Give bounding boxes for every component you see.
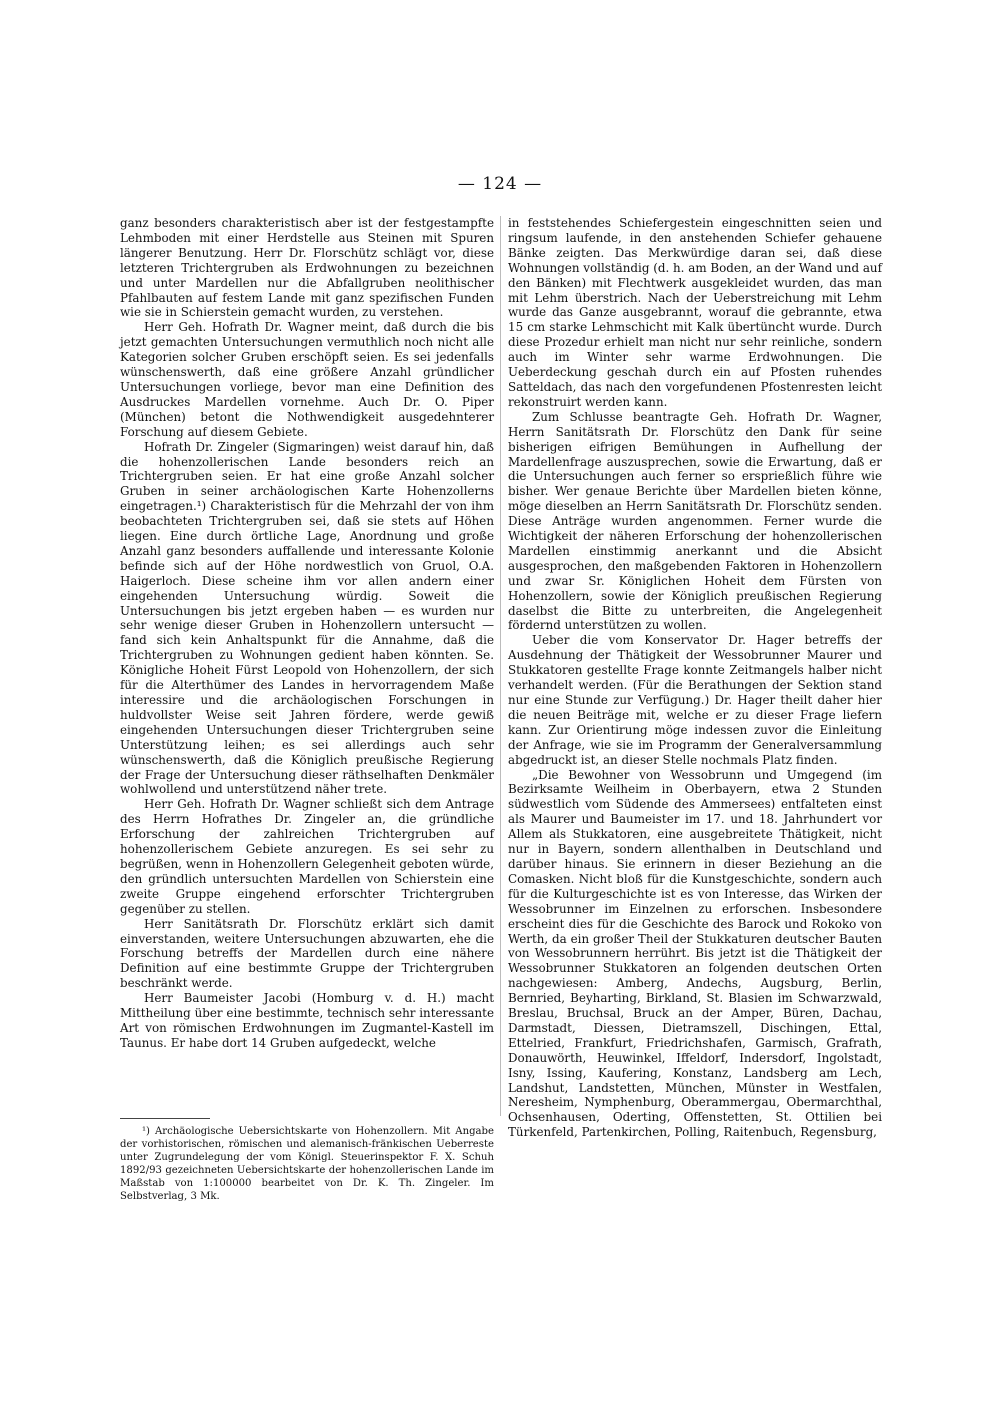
paragraph: Herr Geh. Hofrath Dr. Wagner meint, daß durch die bis jetzt gemachten Untersuchungen vermuthlich noch nicht alle Kategorien solcher Gruben erschöpft seien. Es sei jedenfalls wünschenswerth, daß eine größere Anzahl gründlicher Untersuchungen vorliege, bevor man eine Definition des Ausdruckes Mardellen vornehme. Auch Dr. O. Piper (München) betont die Nothwendigkeit ausgedehnterer Forschung auf diesem Gebiete. xyxy=(120,320,494,439)
paragraph: ganz besonders charakteristisch aber ist der festgestampfte Lehmboden mit einer Herdstelle aus Steinen mit Spuren längerer Benutzung. Herr Dr. Florschütz schlägt vor, diese letzteren Trichtergruben als Erdwohnungen zu bezeichnen und unter Mardellen nur die Abfallgruben neolithischer Pfahlbauten auf festem Lande mit ganz spezifischen Funden wie sie in Schierstein gemacht wurden, zu verstehen. xyxy=(120,216,494,320)
paragraph: „Die Bewohner von Wessobrunn und Umgegend (im Bezirksamte Weilheim in Oberbayern, etwa 2 Stunden südwestlich vom Südende des Ammersees) entfalteten einst als Maurer und Baumeister im 17. und 18. Jahrhundert vor Allem als Stukkatoren, eine ausgebreitete Thätigkeit, nicht nur in Bayern, sondern allenthalben in Deutschland und darüber hinaus. Sie erinnern in dieser Beziehung an die Comasken. Nicht bloß für die Kunstgeschichte, sondern auch für die Kulturgeschichte ist es von Interesse, das Wirken der Wessobrunner im Einzelnen zu erforschen. Insbesondere erscheint dies für die Geschichte des Barock und Rokoko von Werth, da ein großer Theil der Stukkaturen deutscher Bauten von Wessobrunnern herrührt. Bis jetzt ist die Thätigkeit der Wessobrunner Stukkatoren an folgenden deutschen Orten nachgewiesen: Amberg, Andechs, Augsburg, Berlin, Bernried, Beyharting, Birkland, St. Blasien im Schwarzwald, Breslau, Bruchsal, Bruck an der Amper, Büren, Dachau, Darmstadt, Diessen, Dietramszell, Dischingen, Ettal, Ettelried, Frankfurt, Friedrichshafen, Garmisch, Grafrath, Donauwörth, Heuwinkel, Iffeldorf, Indersdorf, Ingolstadt, Isny, Issing, Kaufering, Konstanz, Landsberg am Lech, Landshut, Landstetten, München, Münster in Westfalen, Neresheim, Nymphenburg, Oberammergau, Obermarchthal, Ochsenhausen, Oderting, Offenstetten, St. Ottilien bei Türkenfeld, Partenkirchen, Polling, Raitenbuch, Regensburg, xyxy=(508,767,882,1140)
paragraph: Zum Schlusse beantragte Geh. Hofrath Dr. Wagner, Herrn Sanitätsrath Dr. Florschütz den Dank für seine bisherigen eifrigen Bemühungen in Aufhellung der Mardellenfrage auszusprechen, sowie die Erwartung, daß er die Untersuchungen auch ferner so ersprießlich führe wie bisher. Wer genaue Berichte über Mardellen bieten könne, möge dieselben an Herrn Sanitätsrath Dr. Florschütz senden. Diese Anträge wurden angenommen. Ferner wurde die Wichtigkeit der näheren Erforschung der hohenzollerischen Mardellen einstimmig anerkannt und die Absicht ausgesprochen, den maßgebenden Faktoren in Hohenzollern und zwar Sr. Königlichen Hoheit dem Fürsten von Hohenzollern, sowie der Königlich preußischen Regierung daselbst die Bitte zu unterbreiten, die Angelegenheit fördernd unterstützen zu wollen. xyxy=(508,409,882,633)
footnote xyxy=(120,1126,494,1203)
paragraph: Hofrath Dr. Zingeler (Sigmaringen) weist darauf hin, daß die hohenzollerischen Lande besonders reich an Trichtergruben seien. Er hat eine große Anzahl solcher Gruben in seiner archäologischen Karte Hohenzollerns eingetragen.¹) Charakteristisch für die Mehrzahl der von ihm beobachteten Trichtergruben sei, daß sie stets auf Höhen liegen. Eine durch örtliche Lage, Anordnung und große Anzahl ganz besonders auffallende und interessante Kolonie befinde sich auf der Höhe nordwestlich von Gruol, O.A. Haigerloch. Diese scheine ihm vor allen andern einer eingehenden Untersuchung würdig. Soweit die Untersuchungen bis jetzt ergeben haben — es wurden nur sehr wenige dieser Gruben in Hohenzollern untersucht — fand sich kein Anhaltspunkt für die Annahme, daß die Trichtergruben zu Wohnungen gedient haben könnten. Se. Königliche Hoheit Fürst Leopold von Hohenzollern, der sich für die Alterthümer des Landes in hervorragendem Maße interessire und die archäologischen Forschungen in huldvollster Weise seit Jahren fördere, werde gewiß eingehenden Untersuchungen dieser Trichtergruben seine Unterstützung leihen; es sei allerdings auch sehr wünschenswerth, daß die Königlich preußische Regierung der Frage der Untersuchung dieser räthselhaften Denkmäler wohlwollend und unterstützend näher trete. xyxy=(120,439,494,797)
page-number: — 124 — xyxy=(457,174,543,194)
paragraph: Herr Geh. Hofrath Dr. Wagner schließt sich dem Antrage des Herrn Hofrathes Dr. Zingeler an, die gründliche Erforschung der zahlreichen Trichtergruben auf hohenzollerischem Gebiete anzuregen. Es sei sehr zu begrüßen, wenn in Hohenzollern Gelegenheit geboten würde, den gründlich untersuchten Mardellen von Schierstein eine zweite Gruppe eingehend erforschter Trichtergruben gegenüber zu stellen. xyxy=(120,797,494,916)
right-column xyxy=(508,216,882,1140)
footnote-text: ¹) Archäologische Uebersichtskarte von Hohenzollern. Mit Angabe der vorhistorischen, römischen und alemanisch-fränkischen Ueberreste unter Zugrundelegung der vom Königl. Steuerinspektor F. X. Schuh 1892/93 gezeichneten Uebersichtskarte der hohenzollerischen Lande im Maßstab von 1:100000 bearbeitet von Dr. K. Th. Zingeler. Im Selbstverlag, 3 Mk. xyxy=(120,1126,494,1202)
paragraph: in feststehendes Schiefergestein eingeschnitten seien und ringsum laufende, in den anstehenden Schiefer gehauene Bänke zeigten. Das Merkwürdige daran sei, daß diese Wohnungen vollständig (d. h. am Boden, an der Wand und auf den Bänken) mit Flechtwerk ausgekleidet wurden, das man mit Lehm überstrich. Nach der Ueberstreichung mit Lehm wurde das Ganze ausgebrannt, worauf die gebrannte, etwa 15 cm starke Lehmschicht mit Kalk übertüncht wurde. Durch diese Prozedur erhielt man nicht nur sehr reinliche, sondern auch im Winter sehr warme Erdwohnungen. Die Ueberdeckung geschah durch ein auf Pfosten ruhendes Satteldach, das nach den vorgefundenen Pfostenresten leicht rekonstruirt werden kann. xyxy=(508,216,882,409)
column-divider xyxy=(500,216,501,1116)
left-column xyxy=(120,216,494,1051)
paragraph: Ueber die vom Konservator Dr. Hager betreffs der Ausdehnung der Thätigkeit der Wessobrunner Maurer und Stukkatoren gestellte Frage konnte Zeitmangels halber nicht verhandelt werden. (Für die Berathungen der Sektion stand nur eine Stunde zur Verfügung.) Dr. Hager theilt daher hier die neuen Beiträge mit, welche er zu dieser Frage liefern kann. Zur Orientirung möge indessen zuvor die Einleitung der Anfrage, wie sie im Programm der Generalversammlung abgedruckt ist, an dieser Stelle nochmals Platz finden. xyxy=(508,633,882,767)
paragraph: Herr Baumeister Jacobi (Homburg v. d. H.) macht Mittheilung über eine bestimmte, technisch sehr interessante Art von römischen Erdwohnungen im Zugmantel-Kastell im Taunus. Er habe dort 14 Gruben aufgedeckt, welche xyxy=(120,991,494,1050)
footnote-divider xyxy=(120,1118,210,1119)
paragraph: Herr Sanitätsrath Dr. Florschütz erklärt sich damit einverstanden, weitere Untersuchungen abzuwarten, ehe die Forschung betreffs der Mardellen durch eine nähere Definition auf eine bestimmte Gruppe der Trichtergruben beschränkt werde. xyxy=(120,916,494,991)
